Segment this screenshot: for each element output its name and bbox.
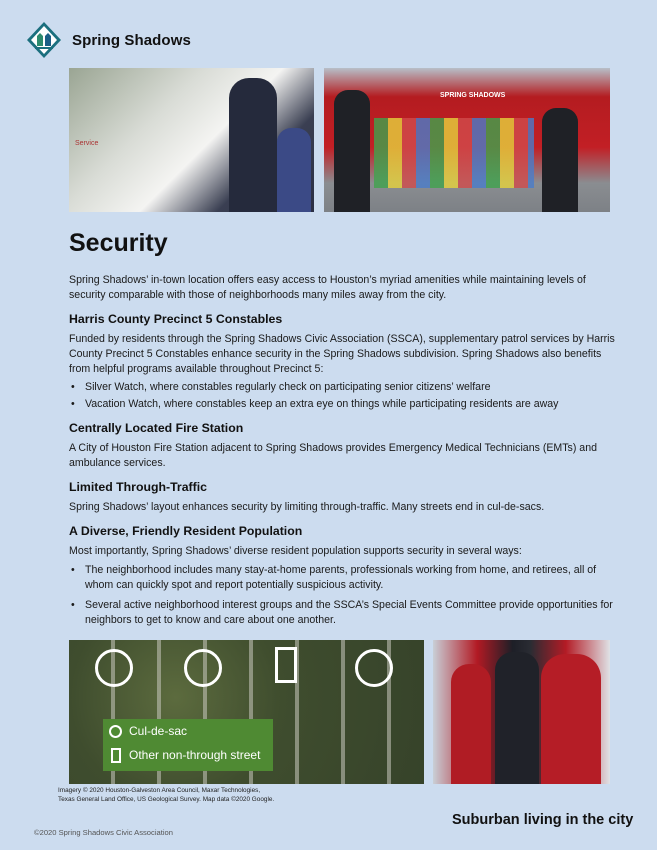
police-car-text: Service	[75, 140, 99, 147]
rectangle-icon	[111, 748, 121, 763]
firefighter-right	[542, 108, 578, 212]
map-credit-line-1: Imagery © 2020 Houston-Galveston Area Council, Maxar Technologies,	[58, 787, 261, 794]
bullet-vacation-watch: • Vacation Watch, where constables keep an extra eye on things while participating residents are away	[69, 397, 617, 412]
constable-figure	[495, 652, 539, 784]
copyright: ©2020 Spring Shadows Civic Association	[34, 828, 173, 837]
section-heading-traffic: Limited Through-Traffic	[69, 480, 207, 494]
population-bullet-list	[69, 563, 617, 628]
police-car-photo	[69, 68, 314, 212]
cul-de-sac-marker	[95, 649, 133, 687]
header	[26, 20, 191, 60]
brand-name: Spring Shadows	[72, 31, 191, 49]
section-body-fire-station: A City of Houston Fire Station adjacent to Spring Shadows provides Emergency Medical Technicians (EMTs) and ambulance services.	[69, 442, 597, 469]
section-heading-fire-station: Centrally Located Fire Station	[69, 421, 244, 435]
fire-truck-text: SPRING SHADOWS	[440, 92, 506, 99]
section-heading-constables: Harris County Precinct 5 Constables	[69, 312, 283, 326]
fire-truck-photo	[324, 68, 610, 212]
intro-paragraph: Spring Shadows’ in-town location offers easy access to Houston’s myriad amenities while maintaining levels of security comparable with those of neighborhoods many miles away from the city.	[69, 274, 586, 301]
aerial-map	[69, 640, 424, 784]
through-street-marker	[275, 647, 297, 683]
tagline: Suburban living in the city	[452, 812, 634, 828]
mrs-claus-figure	[451, 664, 491, 784]
bullet-interest-groups: • Several active neighborhood interest groups and the SSCA’s Special Events Committee provide opportunities for neighbors to get to know and care about one another.	[69, 598, 617, 628]
map-credit	[58, 786, 318, 804]
cul-de-sac-marker	[184, 649, 222, 687]
map-legend	[103, 719, 273, 771]
bullet-silver-watch: • Silver Watch, where constables regularly check on participating senior citizens’ welfare	[69, 380, 617, 395]
legend-item-cul-de-sac	[103, 719, 273, 743]
page-title: Security	[69, 229, 168, 257]
santa-figure	[541, 654, 601, 784]
officer-figure	[229, 78, 277, 212]
cul-de-sac-marker	[355, 649, 393, 687]
circle-icon	[109, 725, 122, 738]
section-body-traffic: Spring Shadows’ layout enhances security by limiting through-traffic. Many streets end in cul-de-sacs.	[69, 501, 545, 513]
section-body-constables: Funded by residents through the Spring Shadows Civic Association (SSCA), supplementary patrol services by Harris County Precinct 5 Constables enhance security in the Spring Shadows subdivision. Spring Shadows also benefits from helpful programs available throughout Precinct 5:	[69, 333, 615, 375]
spring-shadows-logo-icon	[26, 21, 62, 59]
legend-item-other-street	[103, 743, 273, 767]
main-content	[69, 273, 617, 637]
map-credit-line-2: Texas General Land Office, US Geological Survey. Map data ©2020 Google.	[58, 796, 275, 803]
child-figure	[277, 128, 311, 212]
section-heading-population: A Diverse, Friendly Resident Population	[69, 524, 303, 538]
legend-label-cul-de-sac: Cul-de-sac	[129, 724, 188, 738]
section-body-population: Most importantly, Spring Shadows’ diverse resident population supports security in several ways:	[69, 545, 522, 557]
bullet-stay-at-home: • The neighborhood includes many stay-at-home parents, professionals working from home, and retirees, all of whom can quickly spot and report potentially suspicious activity.	[69, 563, 617, 593]
constables-bullet-list	[69, 380, 617, 412]
children-group	[374, 118, 534, 188]
firefighter-left	[334, 90, 370, 212]
santa-constable-photo	[433, 640, 610, 784]
legend-label-other-street: Other non-through street	[129, 748, 261, 762]
